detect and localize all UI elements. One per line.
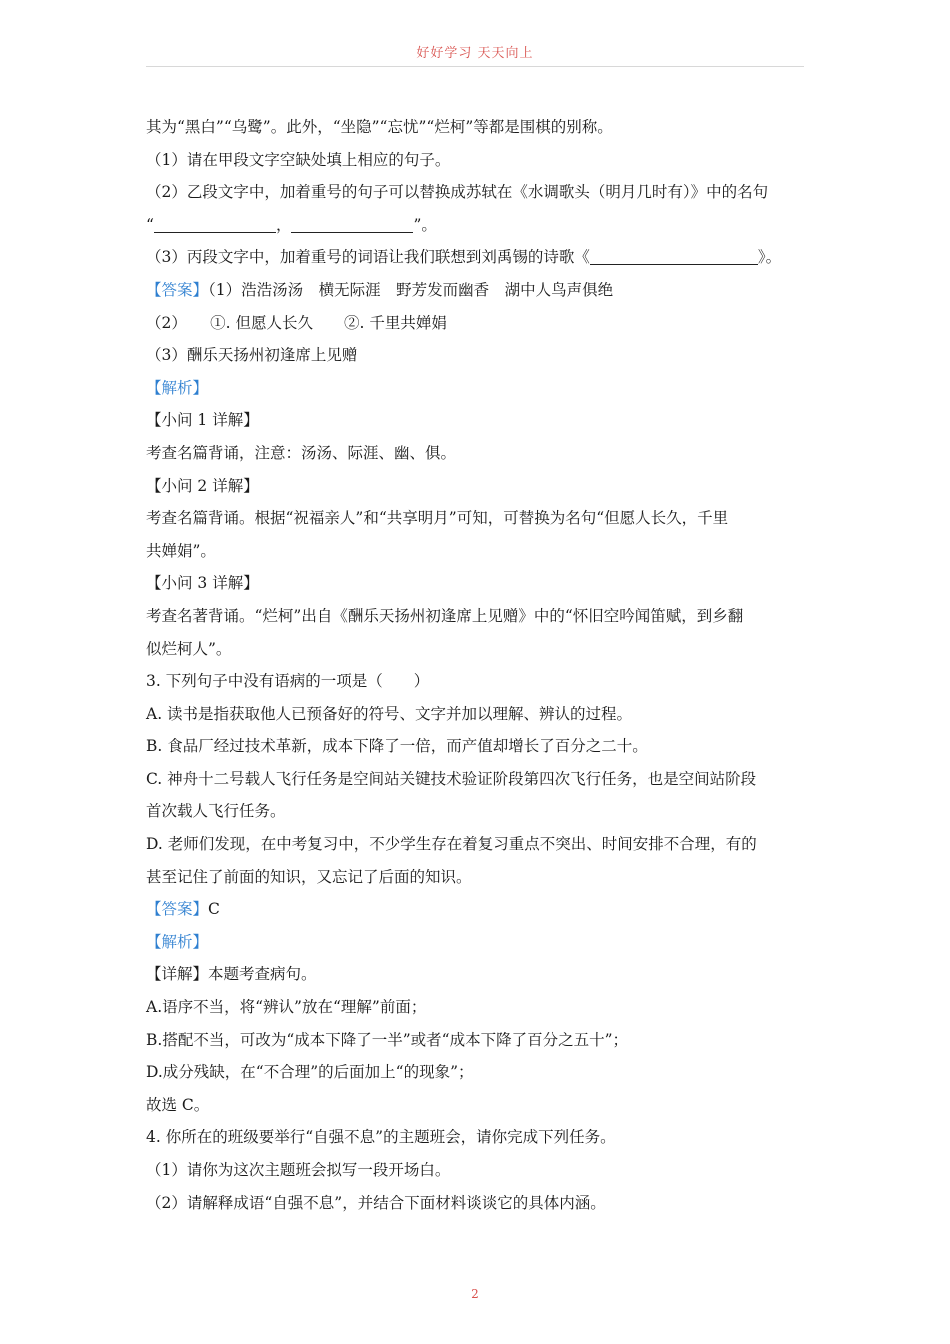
subquestion-3-text-cont: 似烂柯人”。 xyxy=(146,639,232,658)
problem-4-task-1: （1）请你为这次主题班会拟写一段开场白。 xyxy=(146,1161,451,1179)
subquestion-1-heading: 【小问 1 详解】 xyxy=(146,411,259,430)
option-c: C. 神舟十二号载人飞行任务是空间站关键技术验证阶段第四次飞行任务，也是空间站阶段 xyxy=(146,769,757,788)
answer-text: C xyxy=(208,900,220,919)
quote-close: ”。 xyxy=(413,215,437,234)
subquestion-3-heading: 【小问 3 详解】 xyxy=(146,574,259,593)
answer-blank xyxy=(291,214,413,233)
quote-open: “ xyxy=(146,215,154,234)
problem-3-stem: 3. 下列句子中没有语病的一项是（ ） xyxy=(146,672,430,691)
answer-line-3: （3）酬乐天扬州初逢席上见赠 xyxy=(146,346,358,365)
analysis-tag: 【解析】 xyxy=(146,932,209,951)
detail-heading: 【详解】本题考查病句。 xyxy=(146,965,317,984)
detail-d: D.成分残缺，在“不合理”的后面加上“的现象”； xyxy=(146,1063,474,1082)
option-d: D. 老师们发现，在中考复习中，不少学生存在着复习重点不突出、时间安排不合理，有的 xyxy=(146,835,757,854)
problem-4-task-2: （2）请解释成语“自强不息”，并结合下面材料谈谈它的具体内涵。 xyxy=(146,1193,606,1212)
option-b: B. 食品厂经过技术革新，成本下降了一倍，而产值却增长了百分之二十。 xyxy=(146,737,648,756)
detail-a: A.语序不当，将“辨认”放在“理解”前面； xyxy=(146,998,427,1017)
page-header: 好好学习 天天向上 xyxy=(416,46,534,61)
comma: ， xyxy=(275,215,292,234)
answer-tag: 【答案】 xyxy=(146,280,209,299)
question-1-prompt: （1）请在甲段文字空缺处填上相应的句子。 xyxy=(146,150,451,169)
question-2-blanks xyxy=(146,209,808,242)
document-body xyxy=(146,111,808,1219)
answer-line-c xyxy=(146,893,808,926)
answer-blank xyxy=(154,214,276,233)
header-divider xyxy=(146,66,804,67)
detail-conclusion: 故选 C。 xyxy=(146,1095,210,1114)
analysis-tag: 【解析】 xyxy=(146,378,209,397)
answer-tag: 【答案】 xyxy=(146,900,209,919)
page-number: 2 xyxy=(471,1287,479,1301)
detail-b: B.搭配不当，可改为“成本下降了一半”或者“成本下降了百分之五十”； xyxy=(146,1030,629,1049)
option-c-cont: 首次载人飞行任务。 xyxy=(146,802,286,821)
question-3-end: 》。 xyxy=(757,248,782,267)
option-a: A. 读书是指获取他人已预备好的符号、文字并加以理解、辨认的过程。 xyxy=(146,704,633,723)
subquestion-2-text: 考查名篇背诵。根据“祝福亲人”和“共享明月”可知，可替换为名句“但愿人长久，千里 xyxy=(146,509,729,528)
option-d-cont: 甚至记住了前面的知识，又忘记了后面的知识。 xyxy=(146,867,472,886)
subquestion-2-heading: 【小问 2 详解】 xyxy=(146,476,259,495)
answer-blank xyxy=(590,246,758,265)
question-3-text: （3）丙段文字中，加着重号的词语让我们联想到刘禹锡的诗歌《 xyxy=(146,248,590,267)
answer-line-2: （2） ①. 但愿人长久 ②. 千里共婵娟 xyxy=(146,313,447,332)
question-2-prompt: （2）乙段文字中，加着重号的句子可以替换成苏轼在《水调歌头（明月几时有）》中的名句 xyxy=(146,183,769,202)
answer-text: （1）浩浩汤汤 横无际涯 野芳发而幽香 湖中人鸟声俱绝 xyxy=(208,280,614,299)
paragraph-line: 其为“黑白”“乌鹭”。此外，“坐隐”“忘忧”“烂柯”等都是围棋的别称。 xyxy=(146,118,613,136)
question-3-prompt xyxy=(146,241,808,274)
problem-4-stem: 4. 你所在的班级要举行“自强不息”的主题班会，请你完成下列任务。 xyxy=(146,1128,616,1147)
subquestion-1-text: 考查名篇背诵，注意：汤汤、际涯、幽、俱。 xyxy=(146,443,457,462)
subquestion-3-text: 考查名著背诵。“烂柯”出自《酬乐天扬州初逢席上见赠》中的“怀旧空吟闻笛赋，到乡翻 xyxy=(146,606,744,625)
answer-line xyxy=(146,274,808,307)
subquestion-2-text-cont: 共婵娟”。 xyxy=(146,541,216,560)
